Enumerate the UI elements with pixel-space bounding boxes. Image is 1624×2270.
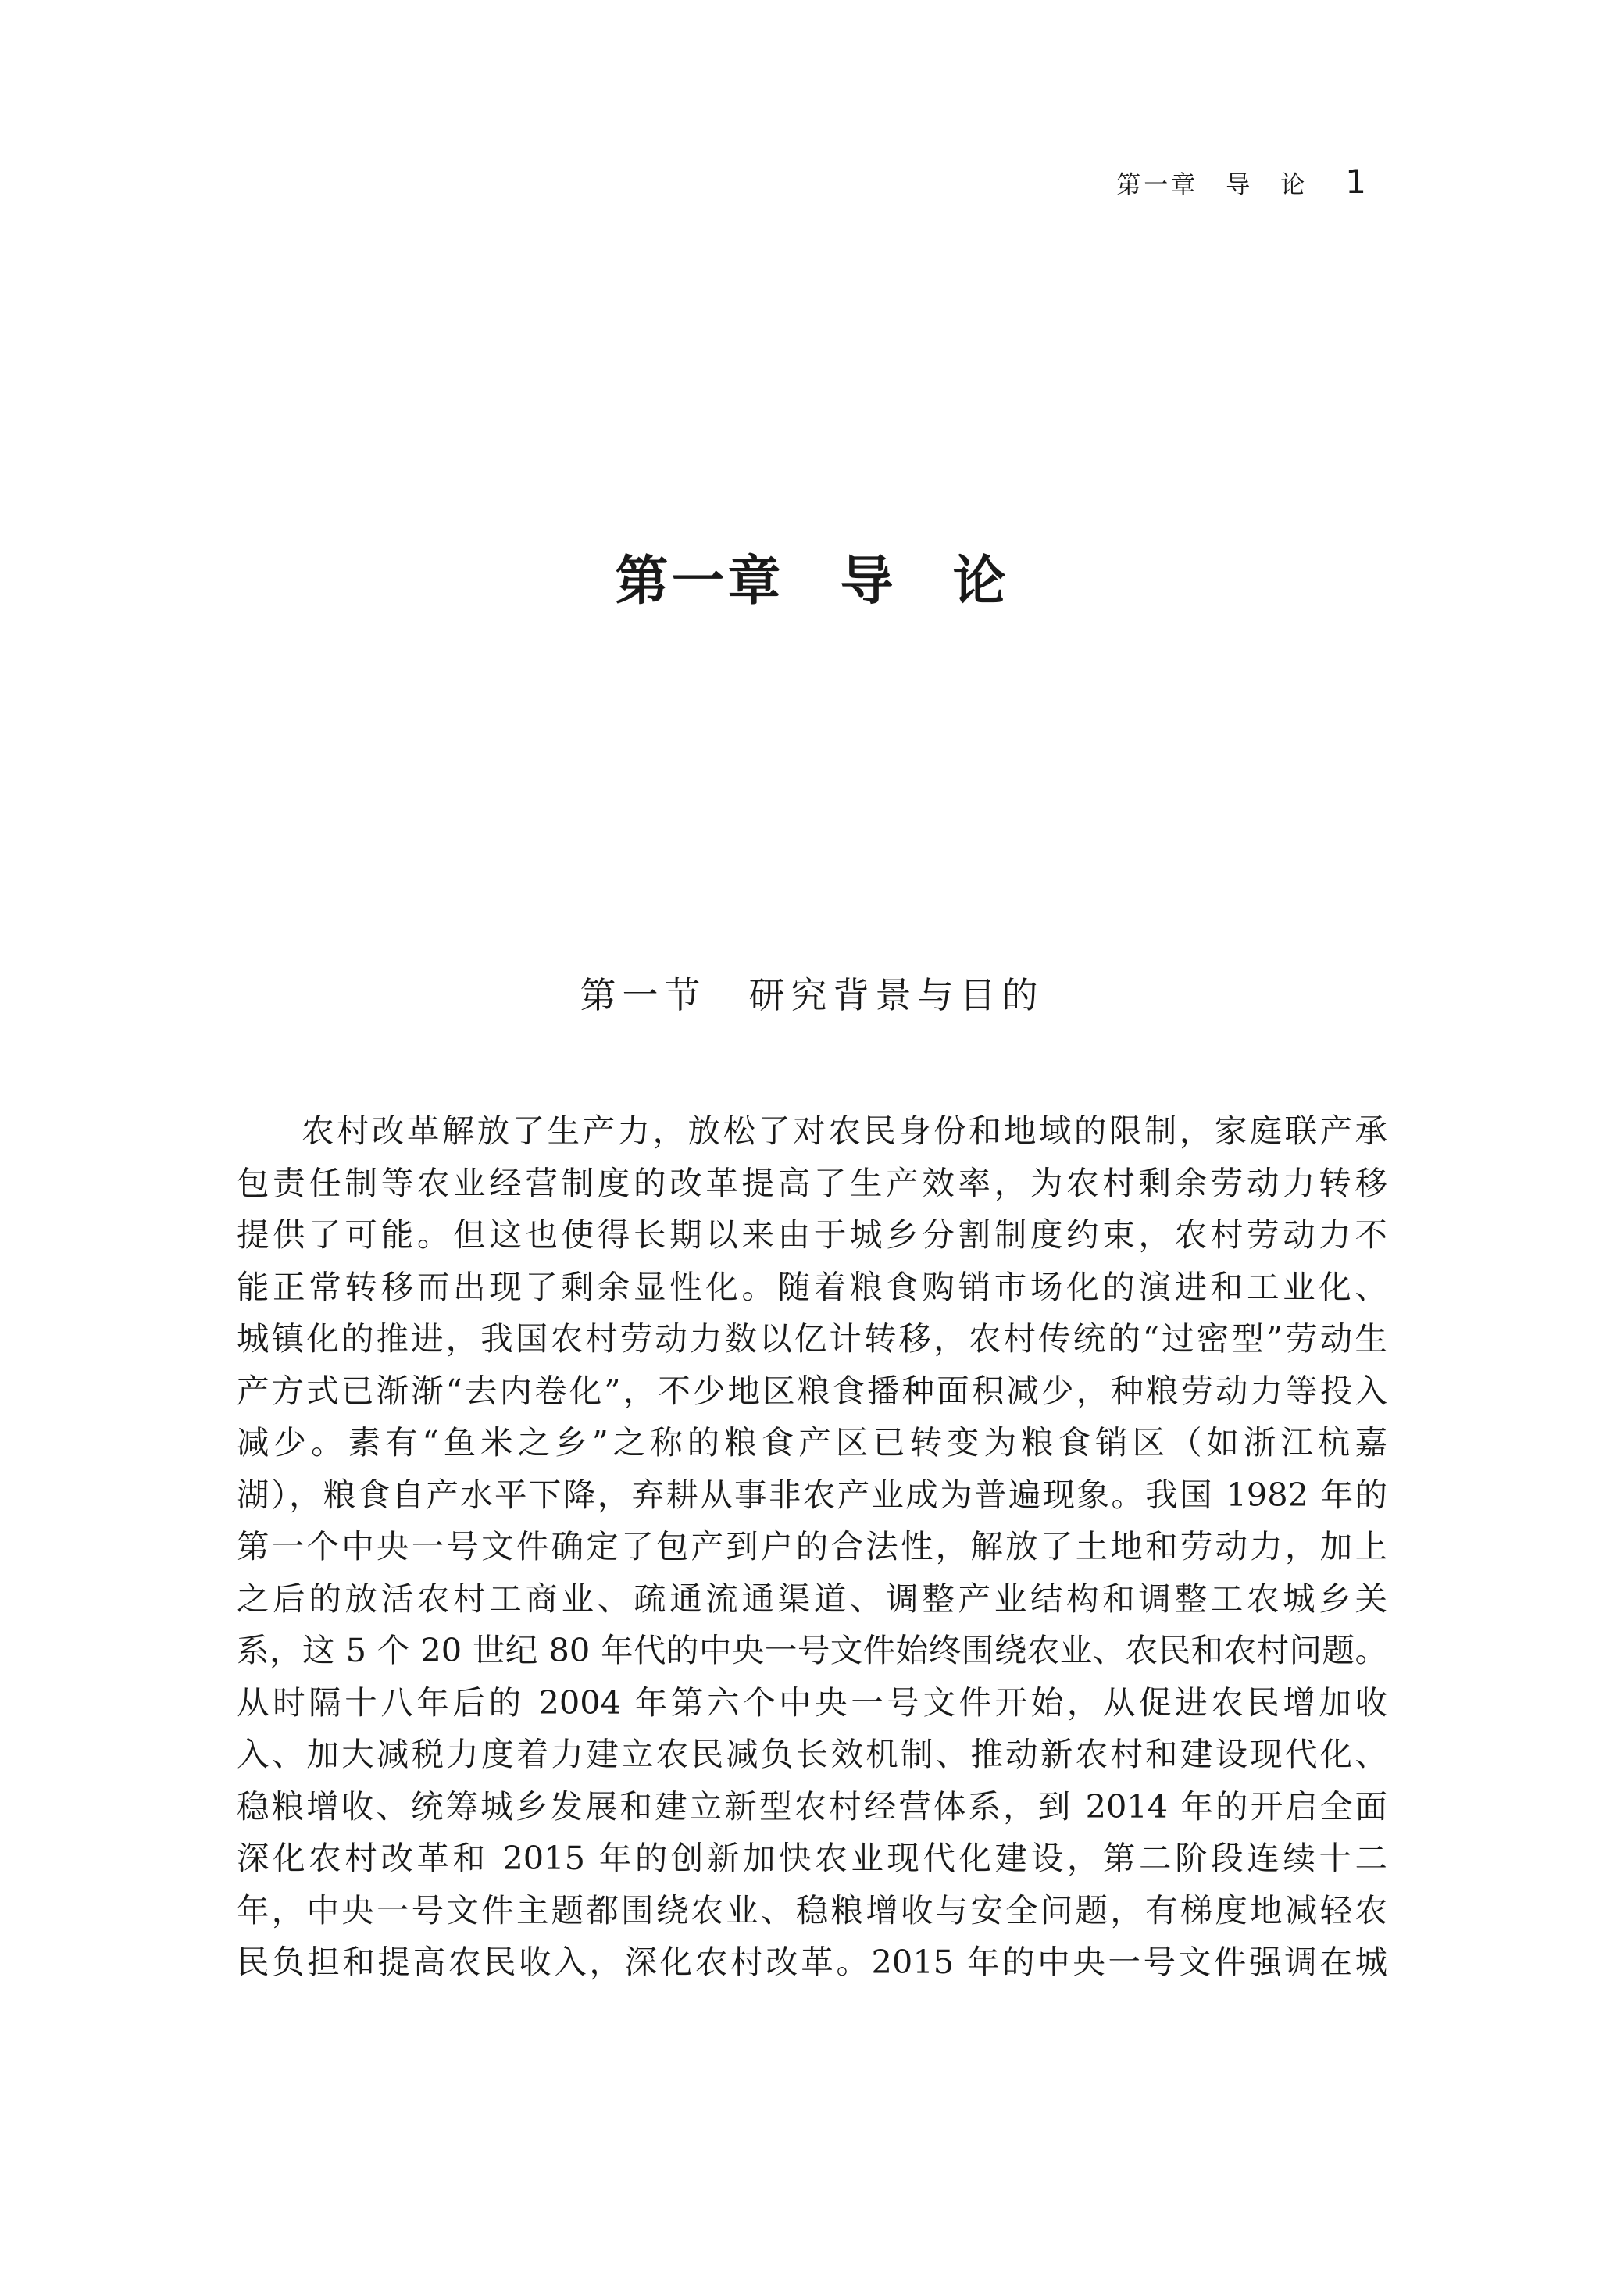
paragraph-line: 能正常转移而出现了剩余显性化。随着粮食购销市场化的演进和工业化、 xyxy=(237,1267,1387,1306)
paragraph-line: 稳粮增收、统筹城乡发展和建立新型农村经营体系，到 2014 年的开启全面 xyxy=(237,1786,1387,1826)
paragraph-line: 城镇化的推进，我国农村劳动力数以亿计转移，农村传统的“过密型”劳动生 xyxy=(237,1319,1387,1358)
paragraph-line: 第一个中央一号文件确定了包产到户的合法性，解放了土地和劳动力，加上 xyxy=(237,1527,1387,1565)
section-title: 第一节 研究背景与目的 xyxy=(580,974,1044,1016)
running-header-chapter: 第一章 导 论 xyxy=(1116,171,1308,199)
paragraph-line: 减少。素有“鱼米之乡”之称的粮食产区已转变为粮食销区（如浙江杭嘉 xyxy=(237,1423,1387,1462)
paragraph-line: 提供了可能。但这也使得长期以来由于城乡分割制度约束，农村劳动力不 xyxy=(237,1215,1387,1254)
paragraph-line: 农村改革解放了生产力，放松了对农民身份和地域的限制，家庭联产承 xyxy=(302,1112,1387,1150)
chapter-title: 第一章 导 论 xyxy=(615,550,1009,612)
paragraph-line: 系，这 5 个 20 世纪 80 年代的中央一号文件始终围绕农业、农民和农村问题。 xyxy=(237,1631,1387,1669)
paragraph-line: 年，中央一号文件主题都围绕农业、稳粮增收与安全问题，有梯度地减轻农 xyxy=(237,1890,1387,1929)
page-number: 1 xyxy=(1345,162,1366,201)
paragraph-line: 包责任制等农业经营制度的改革提高了生产效率，为农村剩余劳动力转移 xyxy=(237,1163,1387,1202)
body-paragraph xyxy=(237,1105,1387,1989)
paragraph-line: 湖），粮食自产水平下降，弃耕从事非农产业成为普遍现象。我国 1982 年的 xyxy=(237,1475,1387,1514)
paragraph-line: 从时隔十八年后的 2004 年第六个中央一号文件开始，从促进农民增加收 xyxy=(237,1683,1387,1722)
paragraph-line: 产方式已渐渐“去内卷化”，不少地区粮食播种面积减少，种粮劳动力等投入 xyxy=(237,1371,1387,1410)
paragraph-line: 深化农村改革和 2015 年的创新加快农业现代化建设，第二阶段连续十二 xyxy=(237,1839,1387,1877)
paragraph-line: 之后的放活农村工商业、疏通流通渠道、调整产业结构和调整工农城乡关 xyxy=(237,1579,1387,1618)
running-header xyxy=(1116,162,1366,202)
paragraph-line: 民负担和提高农民收入，深化农村改革。2015 年的中央一号文件强调在城 xyxy=(237,1943,1387,1981)
paragraph-line: 入、加大减税力度着力建立农民减负长效机制、推动新农村和建设现代化、 xyxy=(237,1735,1387,1773)
